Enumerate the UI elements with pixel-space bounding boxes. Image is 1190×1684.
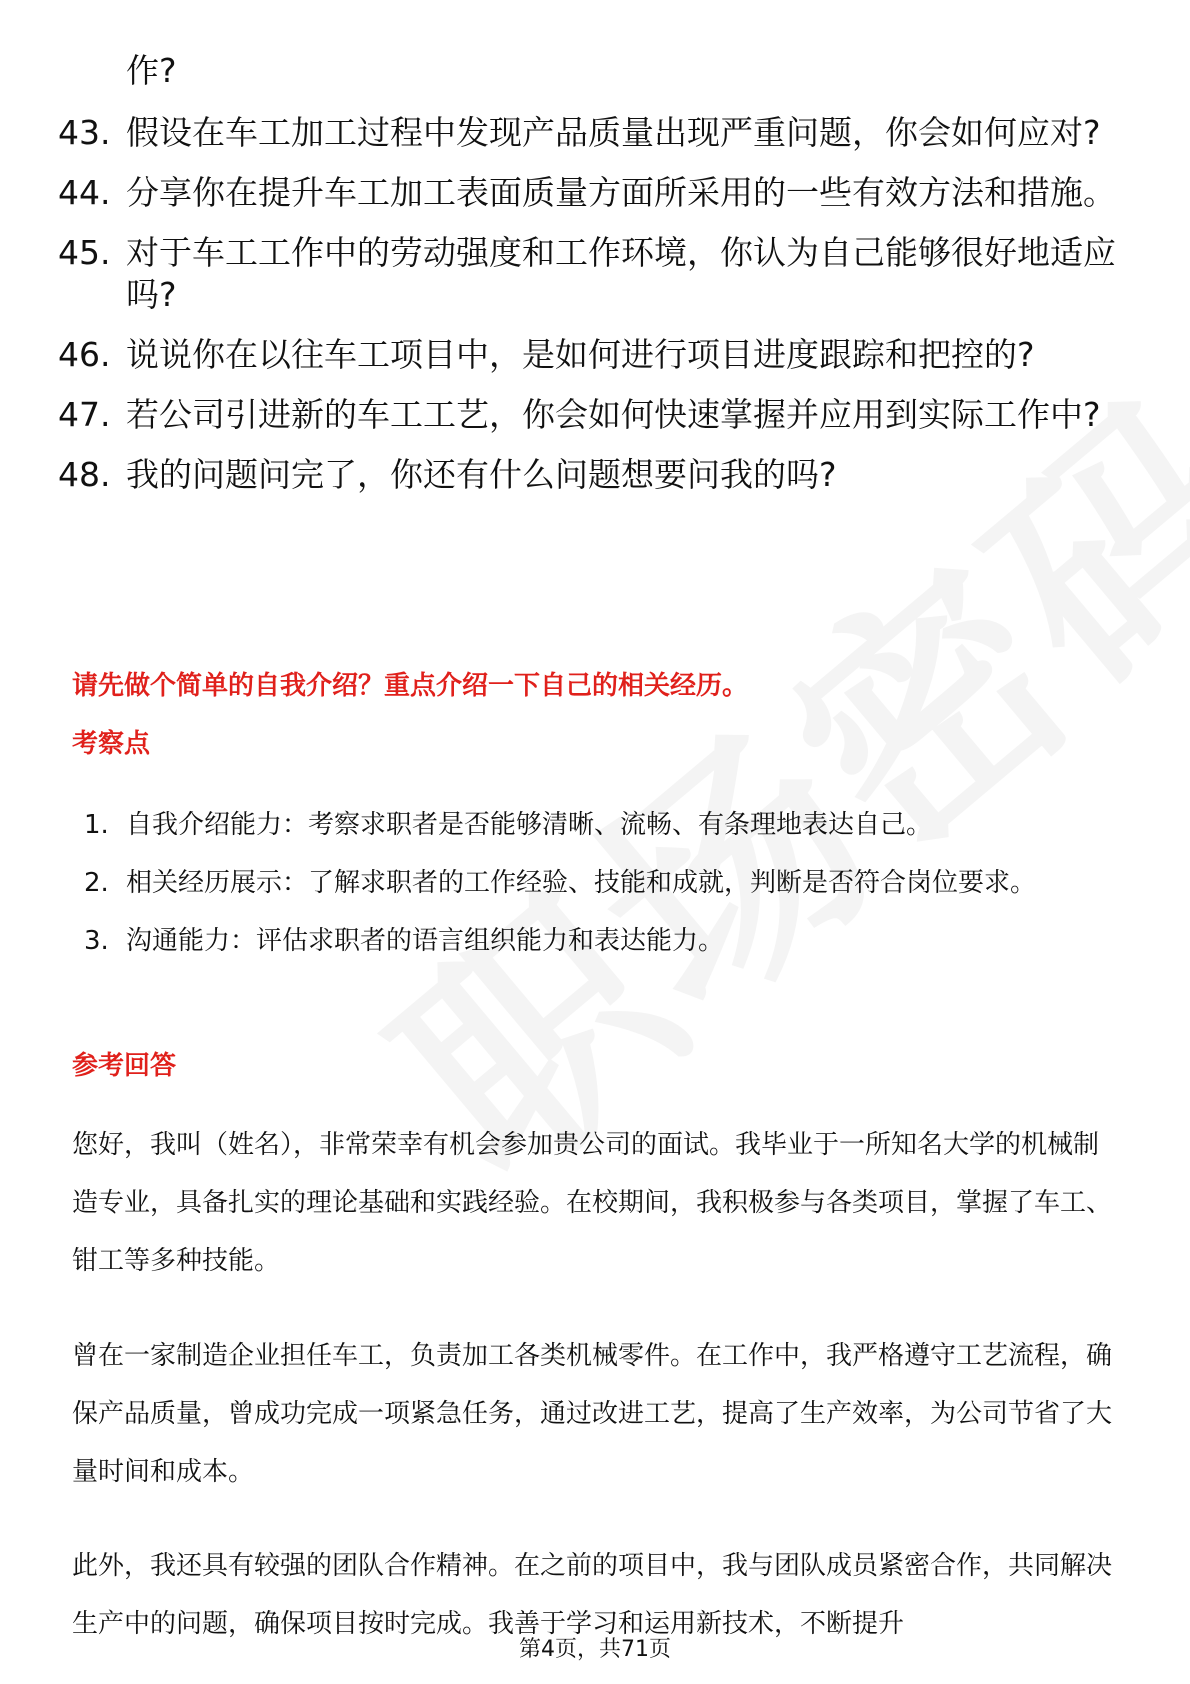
answer-paragraph: 此外，我还具有较强的团队合作精神。在之前的项目中，我与团队成员紧密合作，共同解决生产中的问题，确保项目按时完成。我善于学习和运用新技术，不断提升: [72, 1551, 1113, 1639]
question-text: 说说你在以往车工项目中，是如何进行项目进度跟踪和把控的?: [126, 335, 1035, 374]
question-continuation: 作?: [126, 51, 177, 90]
question-item: [58, 172, 1118, 214]
question-item: [58, 394, 1118, 436]
question-text: 假设在车工加工过程中发现产品质量出现严重问题，你会如何应对?: [126, 113, 1101, 152]
question-item: [58, 232, 1118, 316]
answer-paragraph: 曾在一家制造企业担任车工，负责加工各类机械零件。在工作中，我严格遵守工艺流程，确保产品质量，曾成功完成一项紧急任务，通过改进工艺，提高了生产效率，为公司节省了大量时间和成本。: [72, 1341, 1113, 1487]
question-list: [58, 112, 1118, 514]
question-text: 对于车工工作中的劳动强度和工作环境，你认为自己能够很好地适应吗?: [126, 233, 1116, 314]
question-number: 47.: [58, 395, 111, 434]
question-number: 46.: [58, 335, 111, 374]
question-text: 分享你在提升车工加工表面质量方面所采用的一些有效方法和措施。: [126, 173, 1116, 212]
assessment-number: 2.: [84, 868, 109, 898]
question-item: [58, 334, 1118, 376]
question-text: 若公司引进新的车工工艺，你会如何快速掌握并应用到实际工作中?: [126, 395, 1101, 434]
question-item: [58, 454, 1118, 496]
question-number: 45.: [58, 233, 111, 272]
question-number: 43.: [58, 113, 111, 152]
assessment-text: 相关经历展示：了解求职者的工作经验、技能和成就，判断是否符合岗位要求。: [126, 868, 1037, 898]
question-number: 48.: [58, 455, 111, 494]
question-number: 44.: [58, 173, 111, 212]
assessment-text: 沟通能力：评估求职者的语言组织能力和表达能力。: [126, 926, 725, 956]
section-question-heading: 请先做个简单的自我介绍？重点介绍一下自己的相关经历。: [72, 671, 749, 701]
assessment-item: [84, 912, 1104, 970]
assessment-text: 自我介绍能力：考察求职者是否能够清晰、流畅、有条理地表达自己。: [126, 810, 933, 840]
page-footer: 第4页，共71页: [519, 1637, 671, 1662]
answer-heading: 参考回答: [72, 1051, 177, 1081]
question-item: [58, 112, 1118, 154]
assessment-number: 3.: [84, 926, 109, 956]
question-text: 我的问题问完了，你还有什么问题想要问我的吗?: [126, 455, 837, 494]
assessment-number: 1.: [84, 810, 109, 840]
assessment-item: [84, 854, 1104, 912]
assessment-item: [84, 796, 1104, 854]
answer-paragraph: 您好，我叫（姓名），非常荣幸有机会参加贵公司的面试。我毕业于一所知名大学的机械制造专业，具备扎实的理论基础和实践经验。在校期间，我积极参与各类项目，掌握了车工、钳工等多种技能。: [72, 1130, 1113, 1276]
assessment-list: [84, 796, 1104, 970]
assessment-heading: 考察点: [72, 729, 151, 759]
